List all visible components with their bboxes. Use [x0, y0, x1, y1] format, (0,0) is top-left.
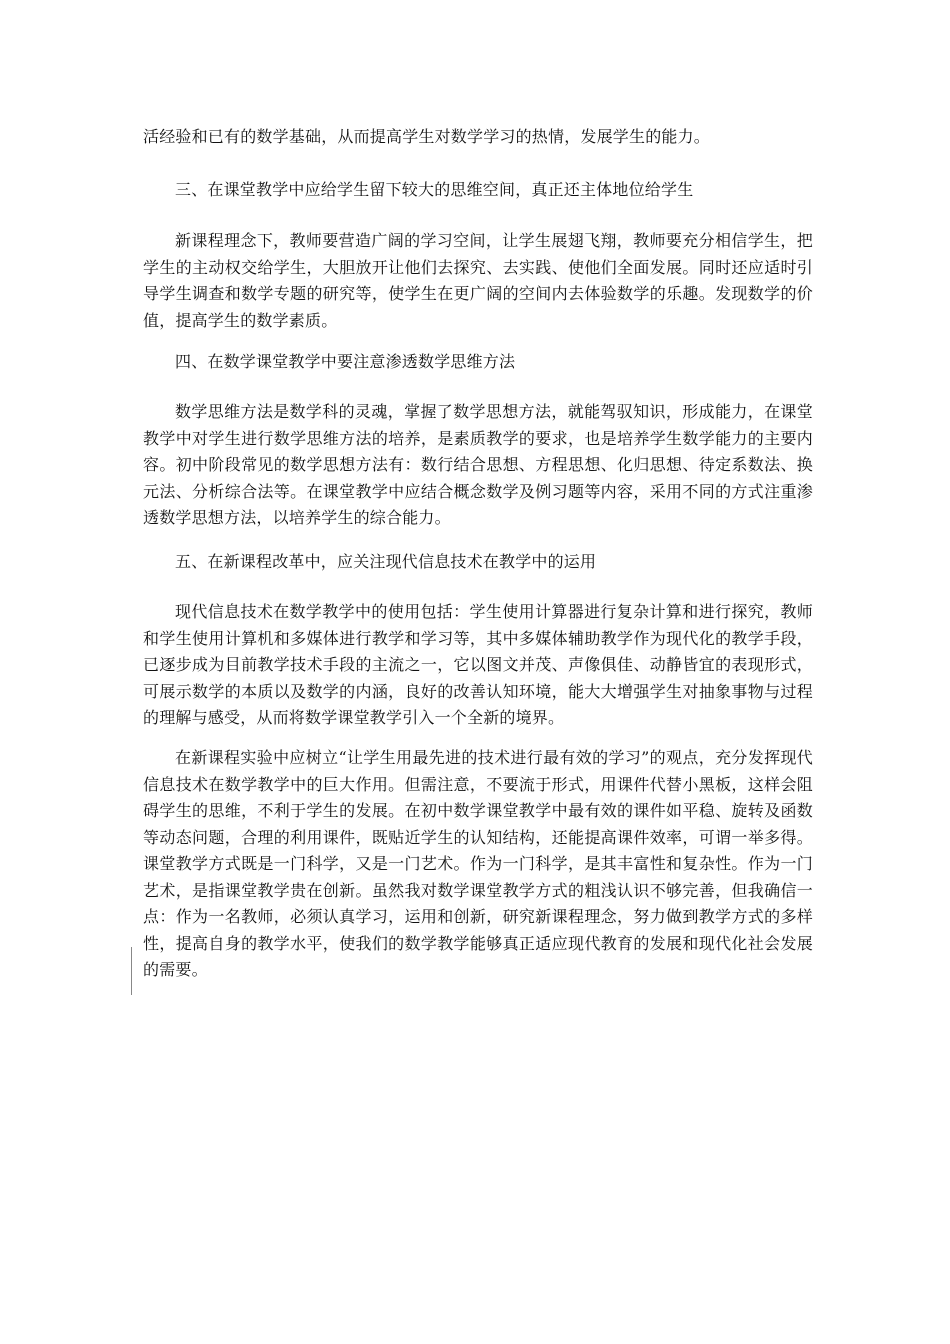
paragraph-section-3: 新课程理念下，教师要营造广阔的学习空间，让学生展翅飞翔，教师要充分相信学生，把学生的主动权交给学生，大胆放开让他们去探究、去实践、使他们全面发展。同时还应适时引导学生调查和数学专题的研究等，使学生在更广阔的空间内去体验数学的乐趣。发现数学的价值，提高学生的数学素质。 [143, 231, 813, 330]
paragraph-section-5b: 在新课程实验中应树立“让学生用最先进的技术进行最有效的学习”的观点，充分发挥现代信息技术在数学教学中的巨大作用。但需注意，不要流于形式，用课件代替小黑板，这样会阻碍学生的思维，不利于学生的发展。在初中数学课堂教学中最有效的课件如平稳、旋转及函数等动态问题，合理的利用课件，既贴近学生的认知结构，还能提高课件效率，可谓一举多得。课堂教学方式既是一门科学，又是一门艺术。作为一门科学，是其丰富性和复杂性。作为一门艺术，是指课堂教学贵在创新。虽然我对数学课堂教学方式的粗浅认识不够完善，但我确信一点：作为一名教师，必须认真学习，运用和创新，研究新课程理念，努力做到教学方式的多样性，提高自身的教学水平，使我们的数学教学能够真正适应现代教育的发展和现代化社会发展的需要。 [143, 748, 813, 979]
section-heading-3: 三、在课堂教学中应给学生留下较大的思维空间，真正还主体地位给学生 [175, 180, 694, 199]
section-heading-4: 四、在数学课堂教学中要注意渗透数学思维方法 [175, 352, 516, 371]
paragraph-section-5a: 现代信息技术在数学教学中的使用包括：学生使用计算器进行复杂计算和进行探究，教师和学生使用计算机和多媒体进行教学和学习等，其中多媒体辅助教学作为现代化的教学手段，已逐步成为目前教学技术手段的主流之一，它以图文并茂、声像俱佳、动静皆宜的表现形式，可展示数学的本质以及数学的内涵，良好的改善认知环境，能大大增强学生对抽象事物与过程的理解与感受，从而将数学课堂教学引入一个全新的境界。 [143, 602, 813, 727]
paragraph-continuation: 活经验和已有的数学基础，从而提高学生对数学学习的热情，发展学生的能力。 [143, 127, 711, 146]
section-heading-5: 五、在新课程改革中，应关注现代信息技术在教学中的运用 [175, 552, 597, 571]
margin-line [131, 947, 132, 995]
paragraph-section-4: 数学思维方法是数学科的灵魂，掌握了数学思想方法，就能驾驭知识，形成能力，在课堂教学中对学生进行数学思维方法的培养，是素质教学的要求，也是培养学生数学能力的主要内容。初中阶段常见的数学思想方法有：数行结合思想、方程思想、化归思想、待定系数法、换元法、分析综合法等。在课堂教学中应结合概念数学及例习题等内容，采用不同的方式注重渗透数学思想方法，以培养学生的综合能力。 [143, 402, 813, 527]
